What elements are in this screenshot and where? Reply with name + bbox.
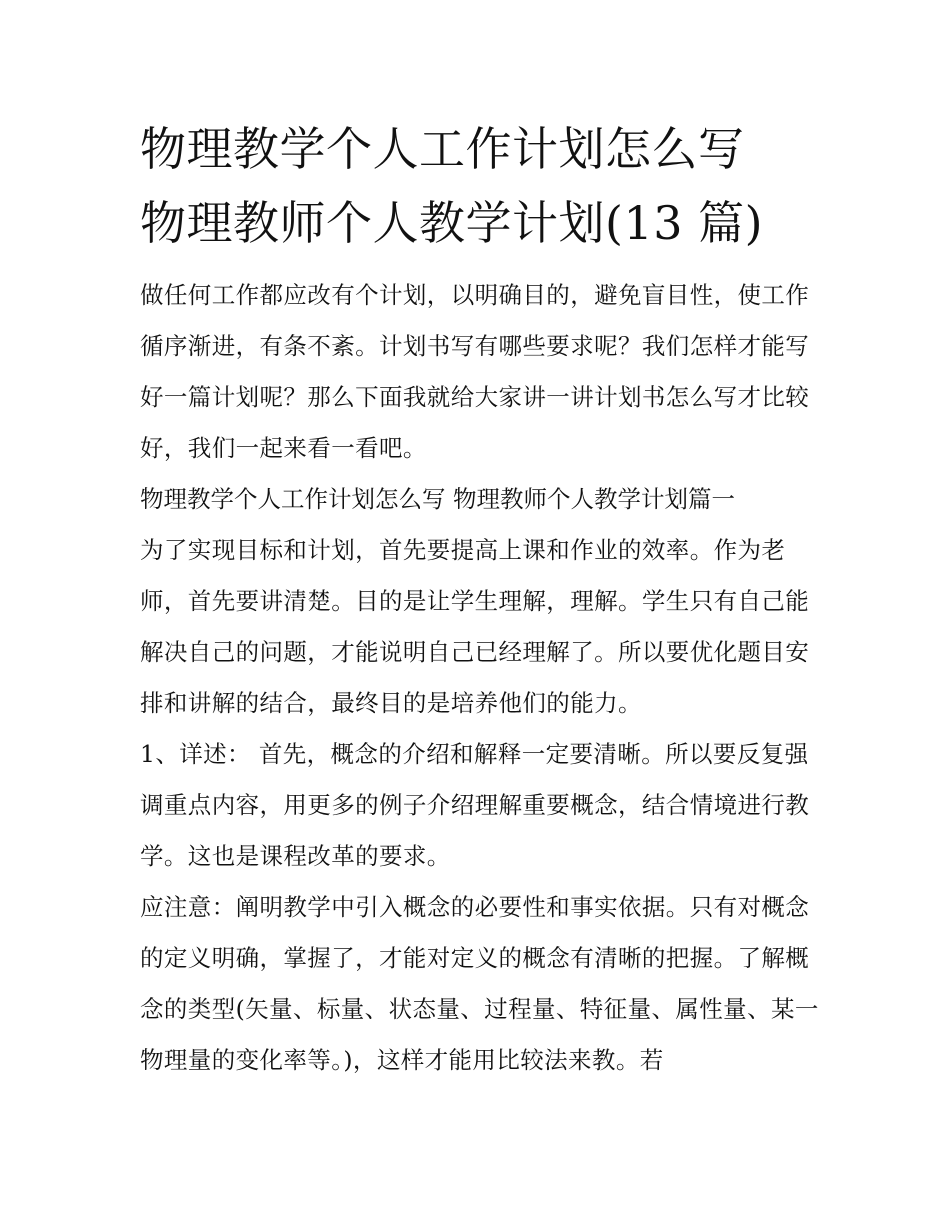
body-paragraph-2: 1、详述： 首先，概念的介绍和解释一定要清晰。所以要反复强调重点内容，用更多的例子介绍理解重要概念，结合情境进行教学。这也是课程改革的要求。 (140, 740, 810, 870)
title-line-1: 物理教学个人工作计划怎么写 (140, 122, 745, 176)
document-title (140, 112, 820, 260)
section-heading: 物理教学个人工作计划怎么写 物理教师个人教学计划篇一 (140, 485, 735, 513)
title-line-2: 物理教师个人教学计划(13 篇) (140, 196, 764, 250)
body-paragraph-3: 应注意：阐明教学中引入概念的必要性和事实依据。只有对概念的定义明确，掌握了，才能对定义的概念有清晰的把握。了解概念的类型(矢量、标量、状态量、过程量、特征量、属性量、某一物理量的变化率等。)，这样才能用比较法来教。若 (140, 893, 819, 1074)
body-paragraph-1: 为了实现目标和计划，首先要提高上课和作业的效率。作为老师，首先要讲清楚。目的是让学生理解，理解。学生只有自己能解决自己的问题，才能说明自己已经理解了。所以要优化题目安排和讲解的结合，最终目的是培养他们的能力。 (140, 536, 810, 717)
intro-paragraph: 做任何工作都应改有个计划，以明确目的，避免盲目性，使工作循序渐进，有条不紊。计划书写有哪些要求呢？我们怎样才能写好一篇计划呢？那么下面我就给大家讲一讲计划书怎么写才比较好，我们一起来看一看吧。 (140, 281, 810, 462)
document-body (140, 112, 820, 1086)
